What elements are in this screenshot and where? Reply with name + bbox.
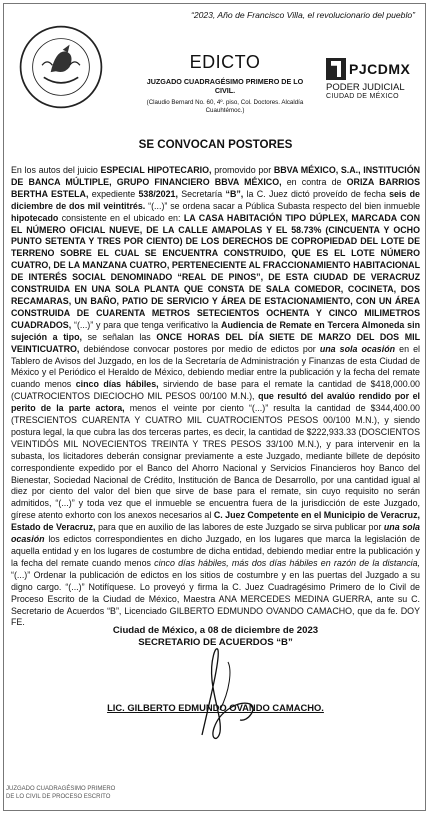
body-bold: C. Juez Competente en el Municipio de Veracruz, Estado de Veracruz,: [11, 510, 420, 533]
body-text: se señalan las: [81, 331, 157, 342]
notice-subtitle: SE CONVOCAN POSTORES: [138, 138, 293, 151]
body-text: “(...)” se ordena sacar a Pública Subasta respecto del bien inmueble: [145, 200, 420, 211]
body-text: en contra de: [281, 176, 347, 187]
body-bold: “B”,: [225, 188, 244, 199]
body-text: “(...)” y para que tenga verificativo la: [71, 319, 222, 330]
logo-line-2: CIUDAD DE MÉXICO: [326, 93, 399, 100]
closing-date: Ciudad de México, a 08 de diciembre de 2023: [112, 625, 319, 636]
body-text: en el Tablero de Avisos del Juzgado, en los de la Secretaría de Administración y Finanzas de esta Ciudad de México y el Periódico el Heraldo de México, debiendo mediar entre la publicación y la fecha del remate cuando menos: [11, 343, 420, 390]
body-text: la C. Juez dictó proveído de fecha: [243, 188, 390, 199]
body-bold: seis de diciembre de dos mil veintitrés.: [11, 188, 420, 211]
body-bold: que resultó del avalúo rendido por el perito de la parte actora,: [11, 391, 420, 414]
secretary-name: LIC. GILBERTO EDMUNDO OVANDO CAMACHO.: [107, 702, 324, 713]
body-text: En los autos del juicio: [11, 165, 101, 175]
body-text: promovido por: [211, 165, 274, 175]
body-text: “(...)” Ordenar la publicación de edictos en los sitios de costumbre y en las puertas del Juzgado a su digno cargo. “(...)” Notifíquese. Lo proveyó y firma la C. Juez Cuadragésimo Primero de lo Civil de Proceso Escrito de la Ciudad de México, Maestra ANA MERCEDES MEDINA GUERRA, ante su C. Secretario de Acuerdos “B”, Licenciado GILBERTO EDMUNDO OVANDO CAMACHO, que da fe. DOY FE.: [11, 569, 420, 628]
edict-body: [11, 165, 420, 629]
court-address: (Claudio Bernard No. 60, 4º. piso, Col. Doctores. Alcaldía Cuauhtémoc.): [146, 99, 304, 114]
edicto-header: [140, 52, 310, 115]
body-text: para que en auxilio de las labores de este Juzgado se sirva publicar por: [95, 522, 384, 533]
property-description: LA CASA HABITACIÓN TIPO DÚPLEX, MARCADA CON EL NÚMERO OFICIAL NUEVE, DE LA CALLE AMAPOLAS Y EL 58.73% (CINCUENTA Y OCHO PUNTO SETENTA Y TRES POR CIENTO) DE LOS DERECHOS DE COPROPIEDAD DEL LOTE DE TERRENO SOBRE EL CUAL SE ENCUENTRA CONSTRUIDO, QUE ES EL LOTE NÚMERO CUATRO, DE LA MANZANA CUATRO, PERTENECIENTE AL FRACCIONAMIENTO HABITACIONAL DE INTERÉS SOCIAL DENOMINADO “REAL DE PINOS”, DE ESTA CIUDAD DE VERACRUZ CONSTRUIDA EN UNA SOLA PLANTA QUE CONSTA DE SALA COMEDOR, COCINETA, DOS RECAMARAS, UN BAÑO, PATIO DE SERVICIO Y ÁREA DE ESTACIONAMIENTO, CON UN ÁREA CONSTRUIDA DE CUARENTA METROS SETECIENTOS OCHENTA Y CINCO MILIMETROS CUADRADOS,: [11, 212, 420, 330]
body-bold: Audiencia de Remate en Tercera Almoneda sin sujeción a tipo,: [11, 319, 421, 342]
pjcdmx-logo: [326, 58, 422, 100]
body-emphasis: cinco días hábiles, más dos días hábiles en razón de la distancia,: [154, 557, 420, 568]
court-name: JUZGADO CUADRAGÉSIMO PRIMERO DE LO CIVIL.: [146, 77, 304, 95]
stamp-line-1: JUZGADO CUADRAGÉSIMO PRIMERO: [6, 786, 116, 792]
body-emphasis: una sola ocasión: [319, 343, 396, 354]
court-stamp: [6, 785, 115, 801]
body-bold: BBVA MÉXICO, S.A., INSTITUCIÓN DE BANCA MÚLTIPLE, GRUPO FINANCIERO BBVA MÉXICO,: [11, 165, 421, 187]
pjcdmx-logo-icon: [326, 58, 346, 80]
body-bold: hipotecado: [11, 212, 59, 223]
body-text: sirviendo de base para el remate la cantidad de $418,000.00 (CUATROCIENTOS DIECIOCHO MIL PESOS 00/100 M.N.),: [11, 379, 420, 402]
logo-brand: PJCDMX: [349, 61, 411, 77]
body-bold: 538/2021,: [138, 188, 178, 199]
body-bold: cinco días hábiles,: [75, 379, 159, 390]
motto-text: “2023, Año de Francisco Villa, el revolucionario del pueblo”: [190, 10, 415, 20]
body-text: menos el veinte por ciento “(...)” resulta la cantidad de $344,400.00 (TRESCIENTOS CUARENTA Y CUATRO MIL CUATROCIENTOS PESOS 00/100 M.N.), y siendo postura legal, la que cubra las dos terceras partes, es decir, la cantidad de $222,933.33 (DOSCIENTOS VEINTIDÓS MIL NOVECIENTOS TREINTA Y TRES PESOS 33/100 M.N.), y para intervenir en la subasta, los licitadores deberán consignar previamente a este Juzgado, mediante billete de depósito correspondiente expedido por el Banco del Ahorro Nacional y Servicios Financieros hoy Banco del Bienestar, Sociedad Nacional de Crédito, Institución de Banca de Desarrollo, por una cantidad igual al diez por ciento del valor del bien que sirve de base para el remate, sin cuyo requisito no serán admitidos, “(...)” y toda vez que el inmueble se encuentra fuera de la jurisdicción de este Juzgado, gírese atento exhorto con los anexos necesarios al: [11, 403, 420, 521]
logo-line-1: PODER JUDICIAL: [326, 82, 405, 93]
document-title: EDICTO: [189, 52, 261, 72]
body-bold: ORIZA BARRIOS BERTHA ESTELA,: [11, 176, 420, 199]
handwritten-signature: [180, 640, 300, 750]
closing-role: SECRETARIO DE ACUERDOS “B”: [138, 637, 293, 648]
hearing-date: ONCE HORAS DEL DÍA SIETE DE MARZO DEL DOS MIL VEINTICUATRO,: [11, 331, 421, 354]
body-emphasis: una sola ocasión: [11, 522, 420, 545]
body-text: consistente en el ubicado en:: [58, 212, 184, 223]
body-text: los edictos correspondientes en dicho Juzgado, en los lugares que marca la legislación de aquella entidad y en los lugares de costumbre de dicha entidad, debiendo mediar entre la publicación y la fecha del remate cuando menos: [11, 534, 420, 568]
body-text: Secretaría: [177, 188, 226, 199]
body-text: expediente: [88, 188, 139, 199]
body-bold: ESPECIAL HIPOTECARIO,: [100, 165, 212, 175]
body-text: debiéndose convocar postores por medio de edictos por: [79, 343, 320, 354]
stamp-line-2: DE LO CIVIL DE PROCESO ESCRITO: [6, 794, 111, 800]
national-seal-icon: [18, 24, 104, 110]
